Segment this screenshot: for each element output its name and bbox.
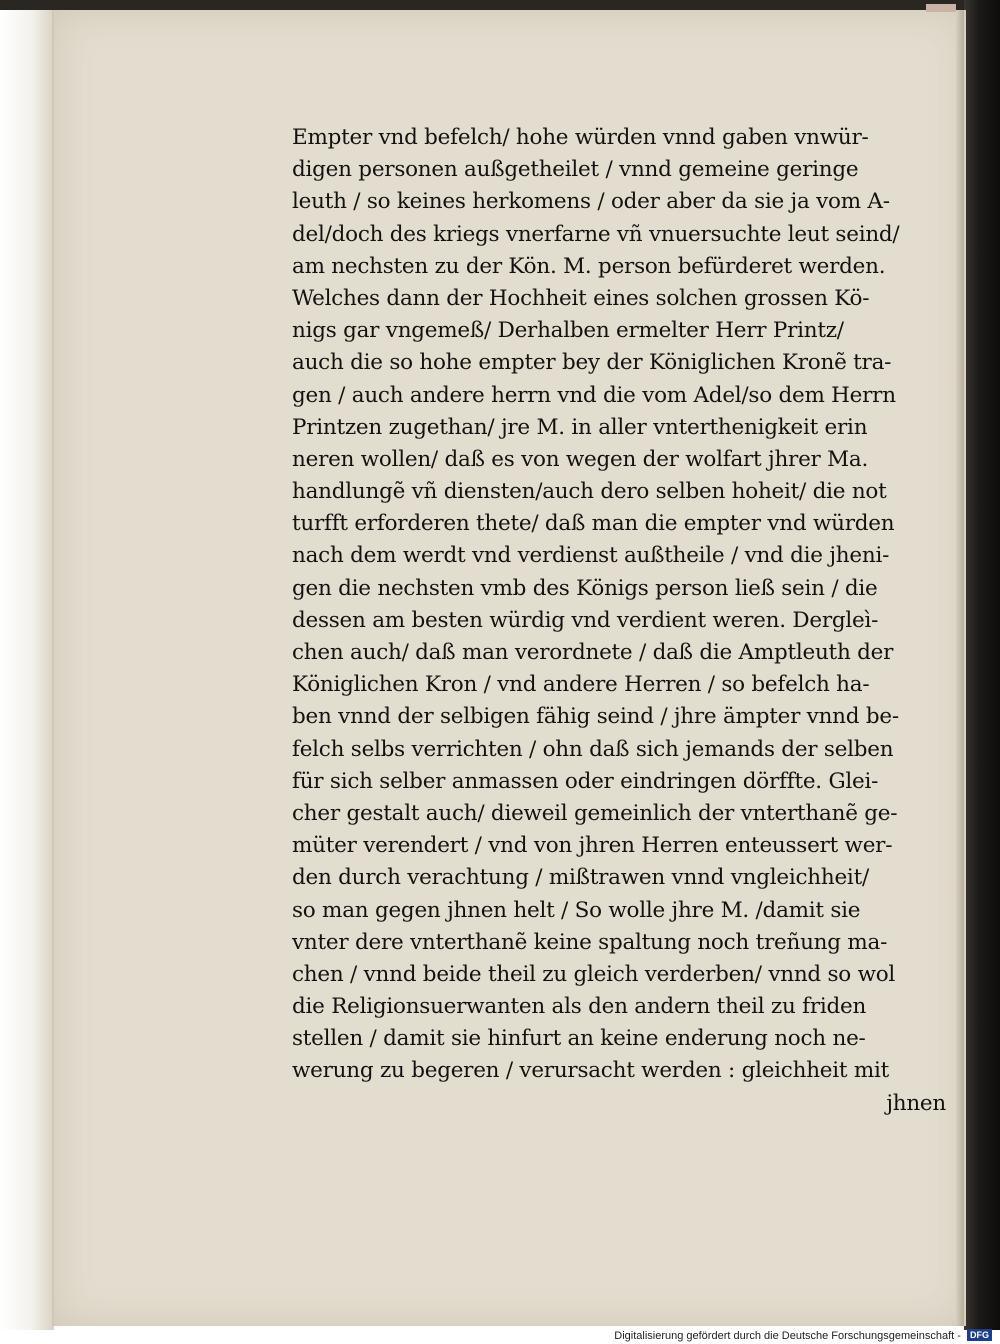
text-line: gen die nechsten vmb des Königs person ließ sein / die [292, 575, 878, 601]
text-line: handlungẽ vñ diensten/auch dero selben hoheit/ die not [292, 479, 887, 505]
text-line: chen auch/ daß man verordnete / daß die Amptleuth der [292, 640, 894, 665]
catchword: jhnen [886, 1090, 946, 1116]
text-line: werung zu begeren / verursacht werden : gleichheit mit [292, 1058, 890, 1084]
text-line: müter verendert / vnd von jhren Herren enteussert wer- [292, 833, 893, 859]
text-line: turfft erforderen thete/ daß man die empter vnd würden [292, 511, 895, 537]
text-line: nigs gar vngemeß/ Derhalben ermelter Herr Printz/ [292, 318, 844, 344]
text-line: leuth / so keines herkomens / oder aber da sie ja vom A- [292, 189, 890, 215]
text-line: die Religionsuerwanten als den andern theil zu friden [292, 994, 867, 1020]
text-line: Königlichen Kron / vnd andere Herren / so befelch ha- [292, 672, 870, 698]
text-line: chen / vnnd beide theil zu gleich verderben/ vnnd so wol [292, 961, 896, 987]
text-line: Empter vnd befelch/ hohe würden vnnd gaben vnwür- [292, 125, 869, 150]
text-line: stellen / damit sie hinfurt an keine enderung noch ne- [292, 1026, 866, 1052]
text-line: Welches dann der Hochheit eines solchen grossen Kö- [292, 285, 870, 311]
scanner-margin-top [0, 0, 1000, 10]
credit-text: Digitalisierung gefördert durch die Deutsche Forschungsgemeinschaft - [614, 1330, 961, 1342]
text-line: ben vnnd der selbigen fähig seind / jhre ämpter vnnd be- [292, 704, 899, 730]
page-text [292, 122, 972, 1120]
text-line: nach dem werdt vnd verdienst außtheile / vnd die jheni- [292, 543, 890, 569]
text-line: vnter dere vnterthanẽ keine spaltung noch treñung ma- [292, 929, 888, 955]
text-line: den durch verachtung / mißtrawen vnnd vngleichheit/ [292, 865, 869, 891]
dfg-logo: DFG [967, 1329, 992, 1341]
digitization-credit [614, 1329, 992, 1342]
scanner-margin-left [0, 0, 54, 1330]
text-line: auch die so hohe empter bey der Königlichen Kronẽ tra- [292, 350, 892, 376]
text-line: neren wollen/ daß es von wegen der wolfart jhrer Ma. [292, 446, 869, 472]
text-line: für sich selber anmassen oder eindringen dörffte. Glei- [292, 768, 879, 794]
text-line: Printzen zugethan/ jre M. in aller vnterthenigkeit erin [292, 414, 868, 440]
text-line: dessen am besten würdig vnd verdient weren. Dergleì- [292, 607, 879, 633]
text-line: am nechsten zu der Kön. M. person befürderet werden. [292, 253, 886, 279]
text-line: cher gestalt auch/ dieweil gemeinlich der vnterthanẽ ge- [292, 800, 898, 826]
text-line: felch selbs verrichten / ohn daß sich jemands der selben [292, 736, 894, 762]
text-line: so man gegen jhnen helt / So wolle jhre M. /damit sie [292, 897, 861, 923]
text-line: gen / auch andere herrn vnd die vom Adel/so dem Herrn [292, 382, 896, 408]
color-calibration-mark [926, 4, 956, 12]
text-line: del/doch des kriegs vnerfarne vñ vnuersuchte leut seind/ [292, 221, 900, 247]
text-line: digen personen außgetheilet / vnnd gemeine geringe [292, 157, 859, 183]
